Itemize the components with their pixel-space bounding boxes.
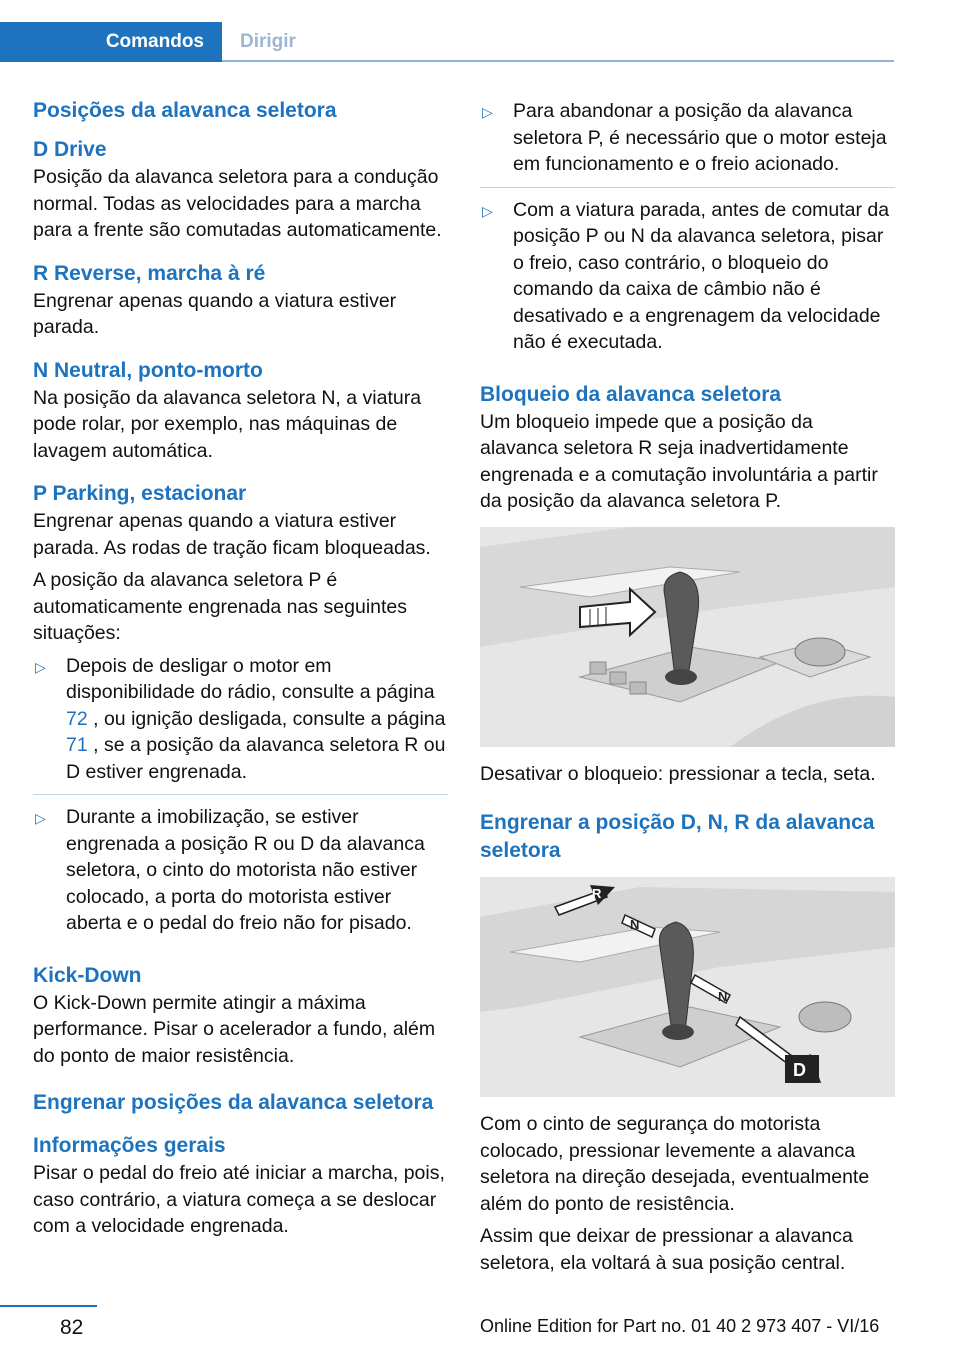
release-text: Assim que deixar de pressionar a alavanca seletora, ela voltará à sua posição central. (480, 1225, 853, 1274)
triangle-bullet-icon: ▷ (35, 810, 46, 826)
left-column (33, 98, 448, 1246)
figure1-caption: Desativar o bloqueio: pressionar a tecla, seta. (480, 762, 876, 785)
selector-lever-lock-figure (480, 527, 895, 747)
engage-positions-heading: Engrenar posições da alavanca seletora (33, 1091, 434, 1114)
page-number: 82 (60, 1316, 84, 1339)
selector-lever-positions-figure (480, 877, 895, 1097)
n-neutral-text: Na posição da alavanca seletora N, a viatura pode rolar, por exemplo, nas máquinas de lavagem automática. (33, 386, 422, 462)
tab-underline (222, 60, 894, 62)
triangle-bullet-icon: ▷ (35, 658, 46, 675)
kick-down-text: O Kick-Down permite atingir a máxima performance. Pisar o acelerador a fundo, além do ponto de maior resistência. (33, 991, 436, 1067)
d-drive-heading: D Drive (33, 138, 107, 161)
r-reverse-heading: R Reverse, marcha à ré (33, 261, 266, 285)
triangle-bullet-icon: ▷ (482, 202, 493, 219)
figure2-caption: Com o cinto de segurança do motorista colocado, pressionar levemente a alavanca seletora na direção desejada, eventualmente além do ponto de resistência. (480, 1113, 870, 1215)
fig2-label-n1: N (630, 917, 640, 932)
gear-positions-illustration (480, 877, 895, 1097)
engage-dnr-heading: Engrenar a posição D, N, R da alavanca seletora (480, 811, 875, 862)
tab-comandos[interactable]: Comandos (0, 22, 222, 62)
auto-park-list (33, 653, 448, 946)
footer-rule (0, 1305, 97, 1307)
edition-note: Online Edition for Part no. 01 40 2 973 407 - VI/16 (480, 1316, 880, 1336)
list-item: ▷ Com a viatura parada, antes de comutar da posição P ou N da alavanca seletora, pisar o freio, caso contrário, o bloqueio do comando da caixa de câmbio não é desativado e a engrenagem da velocidade não é executada. (482, 198, 890, 353)
list-item: ▷ Depois de desligar o motor em disponibilidade do rádio, consulte a página 72 , ou ignição desligada, consulte a página 71 , se a posição da alavanca seletora R ou D estiver engrenada. (33, 653, 448, 796)
general-info-heading: Informações gerais (33, 1134, 226, 1157)
header-tabs (0, 22, 894, 62)
p-parking-auto-text: A posição da alavanca seletora P é automaticamente engrenada nas seguintes situações: (33, 569, 408, 644)
triangle-bullet-icon: ▷ (482, 104, 493, 120)
fig2-label-d: D (793, 1060, 806, 1080)
p-parking-text: Engrenar apenas quando a viatura estiver parada. As rodas de tração ficam bloqueadas. (33, 510, 431, 559)
gear-lever-illustration (480, 527, 895, 747)
n-neutral-heading: N Neutral, ponto-morto (33, 358, 263, 382)
right-column (480, 98, 895, 1282)
tab-dirigir[interactable]: Dirigir (240, 31, 296, 52)
fig2-label-n2: N (718, 989, 728, 1004)
r-reverse-text: Engrenar apenas quando a viatura estiver parada. (33, 289, 397, 338)
lock-text: Um bloqueio impede que a posição da alavanca seletora R seja inadvertidamente engrenada e a comutação involuntária a partir da posição da alavanca seletora P. (480, 410, 878, 512)
general-info-text: Pisar o pedal do freio até iniciar a marcha, pois, caso contrário, a viatura começa a se deslocar com a velocidade engrenada. (33, 1162, 445, 1237)
fig2-label-r: R (592, 886, 602, 901)
kick-down-heading: Kick-Down (33, 963, 142, 987)
section-title: Posições da alavanca seletora (33, 99, 337, 122)
list-item: ▷ Durante a imobilização, se estiver engrenada a posição R ou D da alavanca seletora, o cinto do motorista não estiver colocado, a porta do motorista estiver aberta e o pedal do freio não for pisado. (35, 806, 425, 934)
park-release-list (480, 98, 895, 365)
lock-heading: Bloqueio da alavanca seletora (480, 382, 782, 406)
d-drive-text: Posição da alavanca seletora para a condução normal. Todas as velocidades para a marcha para a frente são comutadas automaticamente. (33, 166, 442, 241)
page-link[interactable]: 72 (66, 707, 88, 730)
list-item: ▷ Para abandonar a posição da alavanca seletora P, é necessário que o motor esteja em funcionamento e o freio acionado. (480, 98, 895, 188)
page-link[interactable]: 71 (66, 734, 88, 756)
p-parking-heading: P Parking, estacionar (33, 482, 247, 505)
